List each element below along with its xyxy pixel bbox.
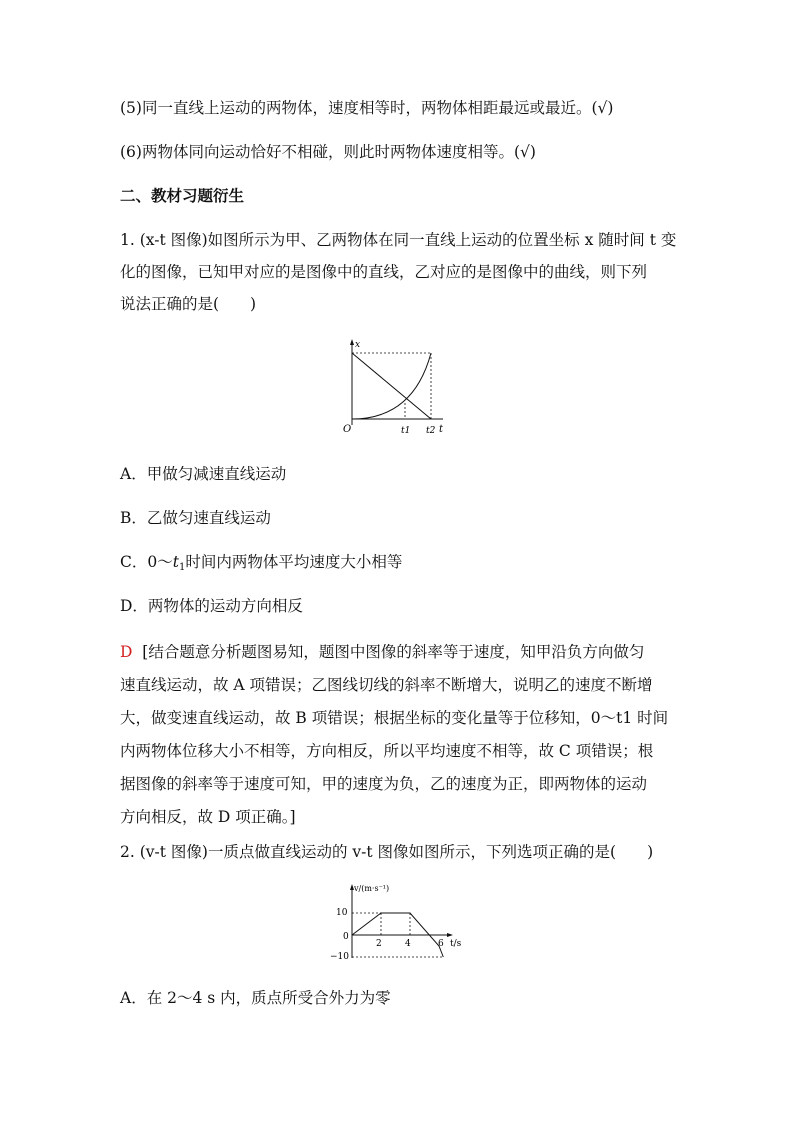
- q1-y-axis-label: x: [355, 340, 361, 350]
- q1-option-c-t: t: [172, 553, 179, 571]
- q2-ytick-0: 0: [343, 932, 349, 942]
- q2-ytick-10: 10: [336, 908, 348, 918]
- q1-option-d: D．两物体的运动方向相反: [120, 597, 303, 615]
- q1-option-c-sub: 1: [178, 562, 186, 573]
- q2-option-a: A．在 2～4 s 内，质点所受合外力为零: [120, 989, 391, 1007]
- q2-x-arrow: [447, 933, 453, 937]
- q1-option-c-pre: C．0～: [120, 553, 173, 571]
- q1-origin-label: O: [343, 424, 352, 435]
- q2-xtick-6: 6: [438, 939, 444, 949]
- q2-ytick-neg10: −10: [330, 952, 349, 962]
- statement-6: (6)两物体同向运动恰好不相碰，则此时两物体速度相等。(√): [120, 143, 536, 161]
- q1-stem-line-3: 说法正确的是( ): [120, 295, 257, 313]
- section-heading: 二、教材习题衍生: [120, 186, 245, 205]
- q2-x-label: t/s: [450, 939, 462, 949]
- q1-explanation-line-5: 据图像的斜率等于速度可知，甲的速度为负，乙的速度为正，即两物体的运动: [120, 775, 648, 793]
- q1-xt-graph: [335, 335, 455, 440]
- q1-explanation-text-1: [结合题意分析题图易知，题图中图像的斜率等于速度，知甲沿负方向做匀: [142, 643, 645, 661]
- q1-option-a: A．甲做匀减速直线运动: [120, 465, 287, 483]
- q2-y-label: v/(m·s⁻¹): [354, 884, 390, 893]
- q2-stem: 2. (v-t 图像)一质点做直线运动的 v-t 图像如图所示，下列选项正确的是( ): [120, 843, 654, 861]
- q1-line-jia: [352, 353, 431, 419]
- q2-xtick-4: 4: [405, 939, 411, 949]
- q1-stem-line-1: 1. (x-t 图像)如图所示为甲、乙两物体在同一直线上运动的位置坐标 x 随时间 t 变: [120, 231, 677, 249]
- q1-option-b: B．乙做匀速直线运动: [120, 509, 271, 527]
- q1-explanation-line-6: 方向相反，故 D 项正确。]: [120, 808, 296, 826]
- statement-5: (5)同一直线上运动的两物体，速度相等时，两物体相距最远或最近。(√): [120, 99, 614, 117]
- q2-vt-graph: [322, 880, 482, 964]
- q1-option-c: [120, 552, 402, 578]
- q1-t1-text: t1: [401, 426, 411, 436]
- q1-t2-text: t2: [426, 426, 436, 436]
- q1-explanation-line-1: [120, 642, 644, 662]
- q2-xtick-2: 2: [376, 939, 382, 949]
- q1-x-axis-label: t: [439, 424, 444, 435]
- q1-y-arrow: [350, 339, 354, 345]
- q1-t1-label: [401, 426, 410, 436]
- q1-stem-line-2: 化的图像，已知甲对应的是图像中的直线，乙对应的是图像中的曲线，则下列: [120, 263, 648, 281]
- q1-explanation-line-3: 大，做变速直线运动，故 B 项错误；根据坐标的变化量等于位移知，0～t1 时间: [120, 709, 669, 727]
- q1-explanation-line-4: 内两物体位移大小不相等，方向相反，所以平均速度不相等，故 C 项错误；根: [120, 742, 654, 760]
- q1-t2-label: [426, 426, 436, 436]
- q1-answer-letter: D: [120, 643, 133, 661]
- q1-explanation-line-2: 速直线运动，故 A 项错误；乙图线切线的斜率不断增大，说明乙的速度不断增: [120, 676, 653, 694]
- q1-option-c-post: 时间内两物体平均速度大小相等: [185, 553, 403, 571]
